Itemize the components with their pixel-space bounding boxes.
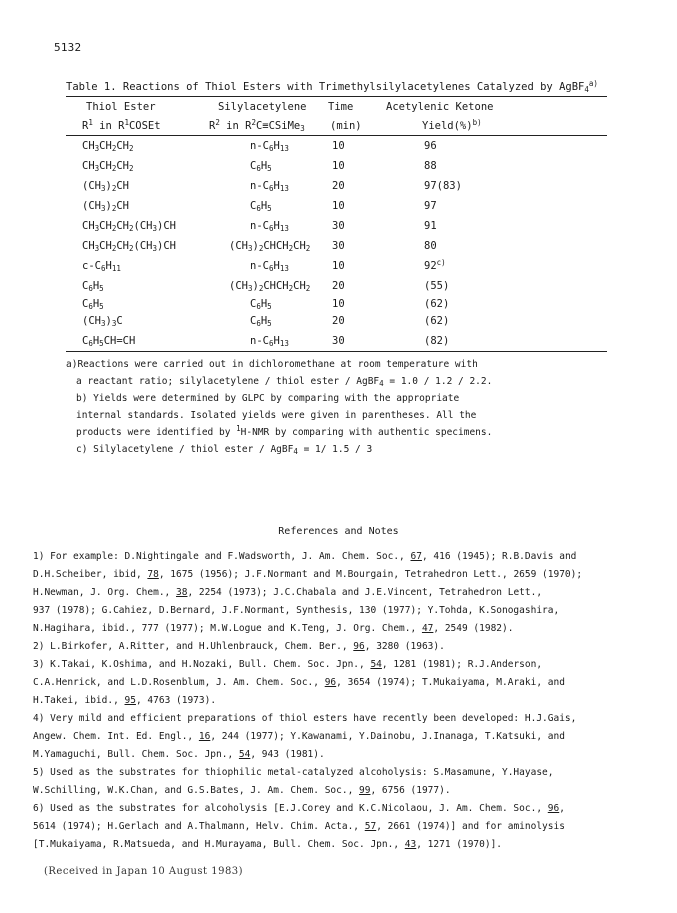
cell-silylacetylene: $n-C_6H_{13}$ xyxy=(250,180,289,193)
reference-line: 5614 (1974); H.Gerlach and A.Thalmann, Helv. Chim. Acta., 57, 2661 (1974)] and for aminolysis xyxy=(33,821,565,832)
table-row xyxy=(66,256,607,276)
footnote-line: b) Yields were determined by GLPC by comparing with the appropriate xyxy=(76,393,460,404)
cell-time: 10 xyxy=(332,297,345,310)
header-r2: $R^2$ in $R^2C\equiv CSiMe_3$ xyxy=(209,117,305,133)
cell-yield: 92$^{c)}$ xyxy=(424,258,446,272)
caption-sub: 4 xyxy=(584,85,589,94)
cell-yield: (55) xyxy=(424,280,450,292)
cell-thiol-ester: $(CH_3)_2CH$ xyxy=(82,180,129,193)
cell-yield: (62) xyxy=(424,315,450,327)
header-thiol-ester: Thiol Ester xyxy=(86,100,156,113)
cell-thiol-ester: $C_6H_5$ xyxy=(82,280,104,293)
reactions-table-body xyxy=(66,136,607,351)
cell-thiol-ester: $c-C_6H_{11}$ xyxy=(82,260,121,273)
reference-line: 5) Used as the substrates for thiophilic metal-catalyzed alcoholysis: S.Masamune, Y.Hayase, xyxy=(33,767,554,778)
cell-yield: 97(83) xyxy=(424,180,462,192)
table-row xyxy=(66,176,607,196)
cell-thiol-ester: $CH_3CH_2CH_2(CH_3)CH$ xyxy=(82,240,176,253)
footnote-line: c) Silylacetylene / thiol ester / AgBF$_4$ = 1/ 1.5 / 3 xyxy=(76,444,373,456)
header-r1: $R^1$ in $R^1COSEt$ xyxy=(82,117,161,132)
footnote-line: a reactant ratio; silylacetylene / thiol ester / AgBF$_4$ = 1.0 / 1.2 / 2.2. xyxy=(76,376,493,388)
references-list xyxy=(33,548,648,854)
footnote-line: products were identified by $^1$H-NMR by comparing with authentic specimens. xyxy=(76,424,493,438)
footnote-line: a)Reactions were carried out in dichloromethane at room temperature with xyxy=(66,359,478,370)
table-row xyxy=(66,156,607,176)
cell-silylacetylene: $C_6H_5$ xyxy=(250,200,272,213)
reference-line: 1) For example: D.Nightingale and F.Wadsworth, J. Am. Chem. Soc., 67, 416 (1945); R.B.Davis and xyxy=(33,551,577,562)
cell-time: 10 xyxy=(332,260,345,272)
cell-thiol-ester: $C_6H_5CH=CH$ xyxy=(82,335,136,348)
table-row xyxy=(66,216,607,236)
reference-line: 3) K.Takai, K.Oshima, and H.Nozaki, Bull. Chem. Soc. Jpn., 54, 1281 (1981); R.J.Anderson, xyxy=(33,659,543,670)
cell-time: 30 xyxy=(332,240,345,252)
cell-time: 10 xyxy=(332,200,345,212)
reference-line: H.Newman, J. Org. Chem., 38, 2254 (1973); J.C.Chabala and J.E.Vincent, Tetrahedron Lett., xyxy=(33,587,543,598)
cell-silylacetylene: $(CH_3)_2CHCH_2CH_2$ xyxy=(229,280,311,293)
table-row xyxy=(66,296,607,311)
table-caption xyxy=(66,80,607,94)
cell-silylacetylene: $(CH_3)_2CHCH_2CH_2$ xyxy=(229,240,311,253)
cell-yield: (82) xyxy=(424,335,450,347)
cell-silylacetylene: $n-C_6H_{13}$ xyxy=(250,260,289,273)
footnote-line: internal standards. Isolated yields were given in parentheses. All the xyxy=(76,410,477,421)
cell-time: 10 xyxy=(332,160,345,172)
reactions-table xyxy=(66,97,607,135)
header-acetylenic-ketone: Acetylenic Ketone xyxy=(386,100,494,113)
cell-time: 20 xyxy=(332,280,345,292)
table-row xyxy=(66,196,607,216)
header-time: Time xyxy=(328,100,354,113)
cell-silylacetylene: $n-C_6H_{13}$ xyxy=(250,140,289,153)
cell-silylacetylene: $n-C_6H_{13}$ xyxy=(250,220,289,233)
reference-line: 937 (1978); G.Cahiez, D.Bernard, J.F.Normant, Synthesis, 130 (1977); Y.Tohda, K.Sonogashira, xyxy=(33,605,560,616)
cell-silylacetylene: $C_6H_5$ xyxy=(250,160,272,173)
received-date: (Received in Japan 10 August 1983) xyxy=(44,866,244,877)
cell-time: 30 xyxy=(332,220,345,232)
header-row-2 xyxy=(66,116,607,135)
cell-yield: (62) xyxy=(424,297,450,310)
reference-line: 6) Used as the substrates for alcoholysis [E.J.Corey and K.C.Nicolaou, J. Am. Chem. Soc., 96, xyxy=(33,803,565,814)
caption-text: Table 1. Reactions of Thiol Esters with Trimethylsilylacetylenes Catalyzed by AgBF xyxy=(66,81,585,93)
cell-thiol-ester: $CH_3CH_2CH_2(CH_3)CH$ xyxy=(82,220,176,233)
table-row xyxy=(66,311,607,331)
header-yield: Yield(%)$^{b)}$ xyxy=(422,117,482,132)
references-title: References and Notes xyxy=(278,526,399,537)
cell-yield: 97 xyxy=(424,200,437,212)
cell-thiol-ester: $(CH_3)_2CH$ xyxy=(82,200,129,213)
cell-thiol-ester: $(CH_3)_3C$ xyxy=(82,315,123,328)
cell-yield: 88 xyxy=(424,160,437,172)
cell-time: 20 xyxy=(332,180,345,192)
reference-line: 4) Very mild and efficient preparations of thiol esters have recently been developed: H.J.Gais, xyxy=(33,713,577,724)
reference-line: 2) L.Birkofer, A.Ritter, and H.Uhlenbrauck, Chem. Ber., 96, 3280 (1963). xyxy=(33,641,445,652)
cell-silylacetylene: $C_6H_5$ xyxy=(250,315,272,328)
reference-line: [T.Mukaiyama, R.Matsueda, and H.Murayama, Bull. Chem. Soc. Jpn., 43, 1271 (1970)]. xyxy=(33,839,503,850)
reference-line: H.Takei, ibid., 95, 4763 (1973). xyxy=(33,695,217,706)
cell-thiol-ester: $CH_3CH_2CH_2$ xyxy=(82,140,134,153)
reference-line: W.Schilling, W.K.Chan, and G.S.Bates, J. Am. Chem. Soc., 99, 6756 (1977). xyxy=(33,785,451,796)
cell-thiol-ester: $CH_3CH_2CH_2$ xyxy=(82,160,134,173)
table-row xyxy=(66,331,607,351)
cell-yield: 96 xyxy=(424,140,437,152)
table-row xyxy=(66,136,607,156)
page-number: 5132 xyxy=(54,41,82,54)
cell-time: 30 xyxy=(332,335,345,347)
header-min: (min) xyxy=(330,119,362,132)
caption-sup: a) xyxy=(588,79,598,88)
reference-line: C.A.Henrick, and L.D.Rosenblum, J. Am. Chem. Soc., 96, 3654 (1974); T.Mukaiyama, M.Araki, and xyxy=(33,677,565,688)
table-bottom-rule xyxy=(66,351,607,352)
table-row xyxy=(66,236,607,256)
table-row xyxy=(66,276,607,296)
reference-line: Angew. Chem. Int. Ed. Engl., 16, 244 (1977); Y.Kawanami, Y.Dainobu, J.Inanaga, T.Katsuki, and xyxy=(33,731,565,742)
cell-thiol-ester: $C_6H_5$ xyxy=(82,297,104,311)
cell-time: 20 xyxy=(332,315,345,327)
table-footnotes xyxy=(66,356,607,458)
reference-line: D.H.Scheiber, ibid, 78, 1675 (1956); J.F.Normant and M.Bourgain, Tetrahedron Lett., 2659 (1970); xyxy=(33,569,583,580)
cell-silylacetylene: $n-C_6H_{13}$ xyxy=(250,335,289,348)
header-row-1 xyxy=(66,97,607,116)
cell-silylacetylene: $C_6H_5$ xyxy=(250,297,272,311)
cell-yield: 80 xyxy=(424,240,437,252)
reference-line: M.Yamaguchi, Bull. Chem. Soc. Jpn., 54, 943 (1981). xyxy=(33,749,325,760)
cell-time: 10 xyxy=(332,140,345,152)
cell-yield: 91 xyxy=(424,220,437,232)
header-silylacetylene: Silylacetylene xyxy=(218,100,307,113)
table-1 xyxy=(66,80,607,458)
reference-line: N.Hagihara, ibid., 777 (1977); M.W.Logue and K.Teng, J. Org. Chem., 47, 2549 (1982). xyxy=(33,623,514,634)
